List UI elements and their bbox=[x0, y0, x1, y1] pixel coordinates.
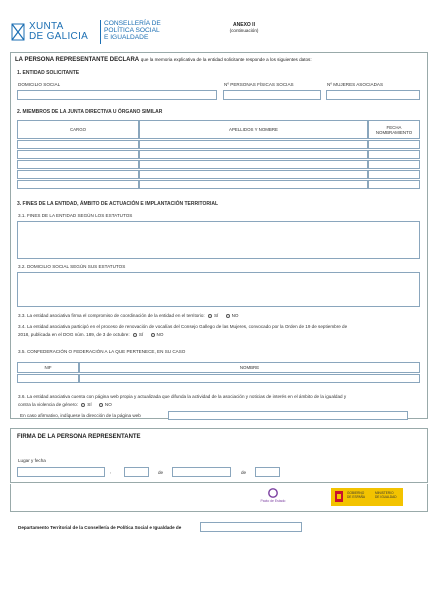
de-label-1: de bbox=[158, 470, 164, 475]
ministerio-line-1: MINISTERIO bbox=[375, 491, 394, 495]
apellidos-cell[interactable] bbox=[139, 150, 368, 159]
dept-territorial-label: Departamento Territorial de la Consellería de Política Social e Igualdade de bbox=[18, 525, 182, 530]
logo-divider bbox=[100, 20, 101, 44]
lugar-field[interactable] bbox=[17, 467, 105, 477]
web-row bbox=[18, 402, 112, 407]
col-nif-label: NIF bbox=[44, 365, 52, 370]
xunta-emblem-icon bbox=[10, 22, 26, 42]
section3-title: 3. FINES DE LA ENTIDAD, ÁMBITO DE ACTUACIÓN E IMPLANTACIÓN TERRITORIAL bbox=[17, 201, 219, 207]
declaration-title: LA PERSONA REPRESENTANTE DECLARA bbox=[15, 57, 140, 63]
dept-line-3: E IGUALDADE bbox=[104, 34, 149, 42]
mujeres-label: Nº MUJERES ASOCIADAS bbox=[327, 82, 384, 87]
domicilio-label: DOMICILIO SOCIAL bbox=[18, 82, 61, 87]
year-field[interactable] bbox=[255, 467, 280, 477]
logo-line-1: XUNTA bbox=[29, 21, 64, 32]
renovacion-no-label: NO bbox=[156, 332, 164, 337]
renovacion-si-radio[interactable] bbox=[133, 333, 137, 337]
apellidos-cell[interactable] bbox=[139, 180, 368, 189]
cargo-cell[interactable] bbox=[17, 180, 139, 189]
col-cargo-header bbox=[17, 120, 139, 139]
col-fecha-header bbox=[368, 120, 420, 139]
web-no-label: NO bbox=[104, 402, 112, 407]
cargo-cell[interactable] bbox=[17, 170, 139, 179]
col-apellidos-header bbox=[139, 120, 368, 139]
gobierno-line-2: DE ESPAÑA bbox=[347, 494, 366, 499]
gobierno-text bbox=[347, 492, 365, 500]
section2-title: 2. MIEMBROS DE LA JUNTA DIRECTIVA U ÓRGANO SIMILAR bbox=[17, 109, 163, 115]
compromiso-si-label: SÍ bbox=[213, 313, 219, 318]
signature-title: FIRMA DE LA PERSONA REPRESENTANTE bbox=[17, 434, 141, 440]
de-label-2: de bbox=[241, 470, 247, 475]
federacion-label: 3.5. CONFEDERACIÓN O FEDERACIÓN A LA QUE PERTENECE, EN SU CASO bbox=[18, 349, 186, 354]
fecha-cell[interactable] bbox=[368, 150, 420, 159]
section1-title: 1. ENTIDAD SOLICITANTE bbox=[17, 70, 80, 76]
day-field[interactable] bbox=[124, 467, 149, 477]
cargo-cell[interactable] bbox=[17, 160, 139, 169]
renovacion-row bbox=[18, 332, 163, 337]
cargo-cell[interactable] bbox=[17, 140, 139, 149]
web-text-1: 3.6. La entidad asociativa cuenta con página web propia y actualizada que difunda la actividad de la asociación y noticias de interés en el ámbito de la igualdad y bbox=[18, 394, 347, 399]
apellidos-cell[interactable] bbox=[139, 160, 368, 169]
dept-line-2: POLÍTICA SOCIAL bbox=[104, 27, 160, 35]
apellidos-cell[interactable] bbox=[139, 140, 368, 149]
renovacion-si-label: SÍ bbox=[138, 332, 144, 337]
web-si-label: SÍ bbox=[87, 402, 92, 407]
pacto-estado-icon bbox=[267, 488, 279, 498]
fecha-cell[interactable] bbox=[368, 180, 420, 189]
col-apellidos-label: APELLIDOS Y NOMBRE bbox=[229, 127, 278, 132]
month-field[interactable] bbox=[172, 467, 231, 477]
mujeres-field[interactable] bbox=[326, 90, 420, 100]
compromiso-text: 3.3. La entidad asociativa firma el compromiso de coordinación de la entidad en el territorio: bbox=[18, 313, 205, 318]
domicilio-field[interactable] bbox=[17, 90, 217, 100]
col-fecha-label-2: NOMBRAMIENTO bbox=[375, 129, 413, 135]
compromiso-row bbox=[18, 313, 238, 318]
apellidos-cell[interactable] bbox=[139, 170, 368, 179]
fecha-cell[interactable] bbox=[368, 160, 420, 169]
personas-field[interactable] bbox=[223, 90, 321, 100]
compromiso-si-radio[interactable] bbox=[208, 314, 212, 318]
gobierno-logo bbox=[331, 488, 403, 506]
fecha-cell[interactable] bbox=[368, 140, 420, 149]
declaration-text: que la memoria explicativa de la entidad solicitante responde a los siguientes datos: bbox=[140, 57, 312, 62]
spain-shield-icon bbox=[334, 490, 344, 504]
department-name bbox=[104, 20, 161, 42]
comma-sep: , bbox=[110, 469, 112, 474]
nif-cell[interactable] bbox=[17, 374, 79, 383]
ministerio-line-2: DE IGUALDAD bbox=[375, 494, 397, 499]
renovacion-text-2: 2018, publicada en el DOG núm. 189, de 3 de octubre: bbox=[18, 332, 130, 337]
fecha-cell[interactable] bbox=[368, 170, 420, 179]
personas-label: Nº PERSONAS FÍSICAS SOCIAS bbox=[224, 82, 294, 87]
pacto-estado-text: Pacto de Estado bbox=[260, 499, 286, 503]
xunta-logo bbox=[10, 20, 102, 44]
nombre-cell[interactable] bbox=[79, 374, 420, 383]
col-nombre-label: NOMBRE bbox=[239, 365, 260, 370]
declaration-heading bbox=[15, 57, 312, 63]
col-cargo-label: CARGO bbox=[69, 127, 87, 132]
web-text-2: contra la violencia de género: bbox=[18, 402, 79, 407]
col-nombre-header bbox=[79, 362, 420, 373]
web-address-field[interactable] bbox=[168, 411, 408, 420]
cargo-cell[interactable] bbox=[17, 150, 139, 159]
logo-line-2: DE GALICIA bbox=[29, 31, 89, 42]
compromiso-no-label: NO bbox=[231, 313, 239, 318]
ministerio-text bbox=[375, 492, 397, 500]
dept-territorial-field[interactable] bbox=[200, 522, 302, 532]
col-nif-header bbox=[17, 362, 79, 373]
web-no-radio[interactable] bbox=[99, 403, 103, 407]
web-address-label: En caso afirmativo, indíquese la dirección de la página web bbox=[20, 413, 141, 418]
web-si-radio[interactable] bbox=[81, 403, 85, 407]
lugar-label: Lugar y fecha bbox=[18, 458, 46, 463]
gobierno-line-1: GOBIERNO bbox=[347, 491, 365, 495]
domicilio-estatutos-textarea[interactable] bbox=[17, 272, 420, 307]
dept-line-1: CONSELLERÍA DE bbox=[104, 20, 161, 27]
pacto-estado-logo bbox=[259, 488, 287, 508]
annex-subtitle: (continuación) bbox=[229, 28, 259, 33]
annex-title: ANEXO II bbox=[233, 22, 255, 28]
fines-label: 3.1. FINES DE LA ENTIDAD SEGÚN LOS ESTATUTOS bbox=[18, 213, 133, 218]
compromiso-no-radio[interactable] bbox=[226, 314, 230, 318]
col-fecha-label-1: FECHA bbox=[386, 124, 402, 130]
domicilio-estatutos-label: 3.2. DOMICILIO SOCIAL SEGÚN SUS ESTATUTOS bbox=[18, 264, 126, 269]
fines-textarea[interactable] bbox=[17, 221, 420, 259]
renovacion-text-1: 3.4. La entidad asociativa participó en el proceso de renovación de vocalías del Consejo Gallego de las Mujeres, convocado por la Orden de 19 de septiembre de bbox=[18, 324, 348, 329]
renovacion-no-radio[interactable] bbox=[151, 333, 155, 337]
